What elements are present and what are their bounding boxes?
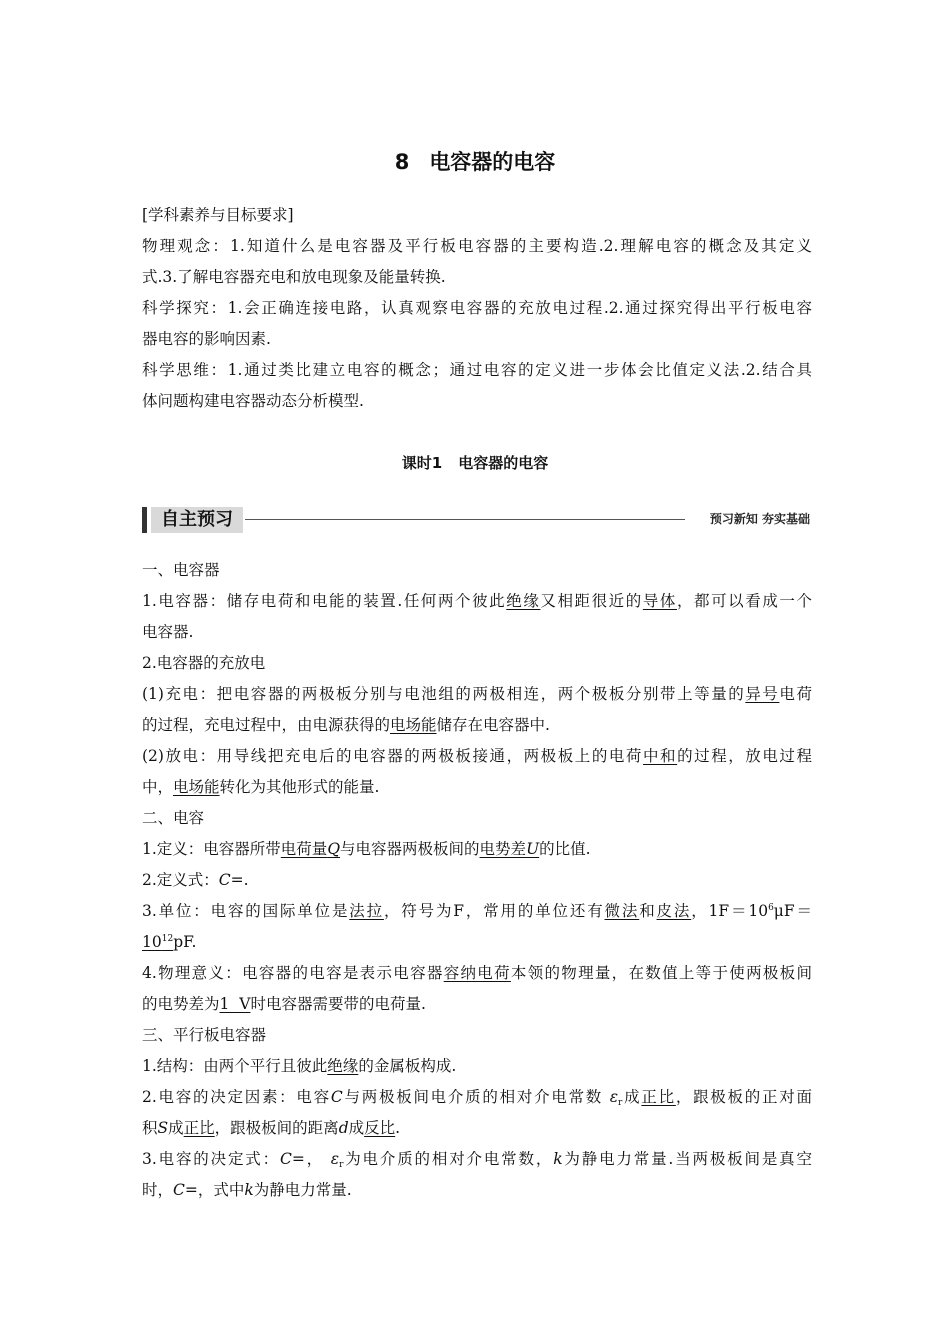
- para-unit-line1: 3.单位：电容的国际单位是法拉，符号为F，常用的单位还有微法和皮法，$1F=10^6\mu F=$: [142, 902, 812, 920]
- science-inquiry-line2: 器电容的影响因素.: [142, 330, 271, 348]
- heading-capacitance: 二、电容: [142, 809, 205, 827]
- blank-answer: 中和: [642, 747, 678, 765]
- para-factors-line2: 积S成正比，跟极板间的距离d成反比.: [142, 1119, 401, 1137]
- section-bar: [142, 506, 810, 534]
- section-bar-mark: [142, 507, 147, 533]
- blank-answer: 电荷量Q: [280, 840, 341, 858]
- lesson-number: 课时1: [401, 454, 443, 472]
- goals-block: [142, 200, 812, 417]
- para-charging-line2: 的过程，充电过程中，由电源获得的电场能储存在电容器中.: [142, 716, 550, 734]
- blank-answer: 法拉: [349, 902, 384, 920]
- science-thinking-line2: 体问题构建电容器动态分析模型.: [142, 392, 364, 410]
- para-capacitor-line1: 1.电容器：储存电荷和电能的装置.任何两个彼此绝缘又相距很近的导体，都可以看成一个: [142, 592, 812, 610]
- blank-answer: 电场能: [390, 716, 437, 734]
- blank-answer: 皮法: [656, 902, 692, 920]
- chapter-title: [0, 146, 950, 176]
- blank-answer: 导体: [642, 592, 677, 610]
- para-discharging-line1: (2)放电：用导线把充电后的电容器的两极板接通，两极板上的电荷中和的过程，放电过程: [142, 747, 812, 765]
- heading-capacitor: 一、电容器: [142, 561, 220, 579]
- para-meaning-line2: 的电势差为1 V时电容器需要带的电荷量.: [142, 995, 426, 1013]
- section-label: 自主预习: [151, 507, 243, 533]
- para-charge-discharge: 2.电容器的充放电: [142, 654, 266, 672]
- para-determinant-line1: 3.电容的决定式：C=， $\varepsilon_r$为电介质的相对介电常数，k为静电力常量.当两极板间是真空: [142, 1150, 812, 1170]
- para-meaning-line1: 4.物理意义：电容器的电容是表示电容器容纳电荷本领的物理量，在数值上等于使两极板间: [142, 964, 812, 982]
- section-tag: 预习新知 夯实基础: [709, 512, 810, 526]
- section-divider: [245, 519, 685, 520]
- blank-answer: 电场能: [173, 778, 220, 796]
- lesson-title-text: 电容器的电容: [458, 454, 549, 472]
- blank-answer: 反比: [364, 1119, 396, 1137]
- content-block: [142, 555, 812, 1206]
- para-formula: 2.定义式：C=.: [142, 871, 249, 889]
- chapter-title-text: 电容器的电容: [429, 150, 556, 174]
- physics-concept-line2: 式.3.了解电容器充电和放电现象及能量转换.: [142, 268, 446, 286]
- para-capacitor-line2: 电容器.: [142, 623, 194, 641]
- blank-answer: 正比: [183, 1119, 215, 1137]
- para-charging-line1: (1)充电：把电容器的两极板分别与电池组的两极相连，两个极板分别带上等量的异号电荷: [142, 685, 812, 703]
- para-determinant-line2: 时，C=，式中k为静电力常量.: [142, 1181, 352, 1199]
- goals-heading: [学科素养与目标要求]: [142, 206, 294, 224]
- science-thinking-line1: 科学思维：1.通过类比建立电容的概念；通过电容的定义进一步体会比值定义法.2.结合具: [142, 361, 812, 379]
- science-inquiry-line1: 科学探究：1.会正确连接电路，认真观察电容器的充放电过程.2.通过探究得出平行板电容: [142, 299, 812, 317]
- para-discharging-line2: 中，电场能转化为其他形式的能量.: [142, 778, 380, 796]
- blank-answer: 微法: [604, 902, 640, 920]
- blank-answer: 绝缘: [506, 592, 541, 610]
- heading-parallel-plate: 三、平行板电容器: [142, 1026, 267, 1044]
- para-structure: 1.结构：由两个平行且彼此绝缘的金属板构成.: [142, 1057, 457, 1075]
- blank-answer: $10^{12}$: [142, 933, 174, 951]
- blank-answer: 绝缘: [327, 1057, 359, 1075]
- blank-answer: 容纳电荷: [443, 964, 511, 982]
- physics-concept-line1: 物理观念：1.知道什么是电容器及平行板电容器的主要构造.2.理解电容的概念及其定义: [142, 237, 812, 255]
- lesson-title: [0, 452, 950, 473]
- para-factors-line1: 2.电容的决定因素：电容C与两极板间电介质的相对介电常数 $\varepsilon_r$成正比，跟极板的正对面: [142, 1088, 812, 1108]
- para-definition: 1.定义：电容器所带电荷量Q与电容器两极板间的电势差U的比值.: [142, 840, 591, 858]
- chapter-number: 8: [394, 150, 410, 174]
- para-unit-line2: $10^{12}pF$.: [142, 933, 197, 951]
- blank-answer: 正比: [641, 1088, 676, 1106]
- blank-answer: 异号: [745, 685, 780, 703]
- blank-answer: 电势差U: [479, 840, 540, 858]
- blank-answer: 1 V: [219, 995, 251, 1013]
